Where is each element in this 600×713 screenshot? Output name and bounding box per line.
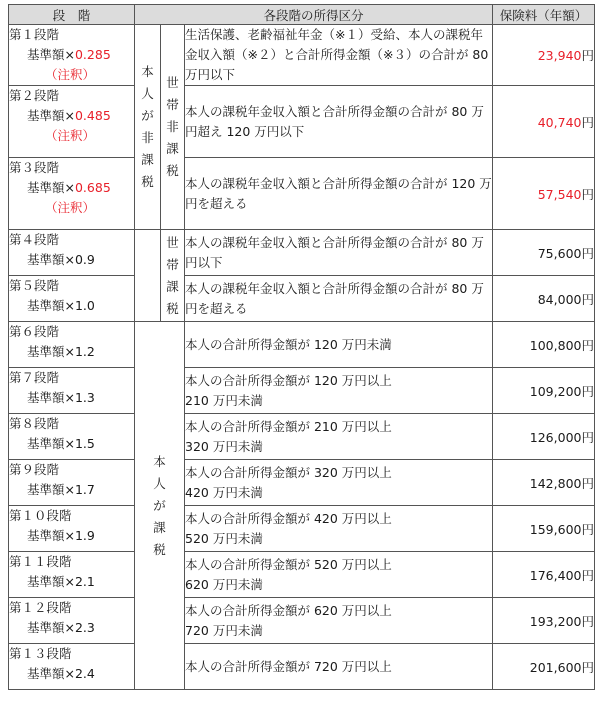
base-rate: 基準額×1.5 [27, 436, 95, 451]
yen-unit: 円 [581, 429, 594, 445]
yen-unit: 円 [581, 337, 594, 353]
table-row [9, 598, 595, 644]
table-row [9, 506, 595, 552]
premium-value: 159,600 [529, 521, 582, 537]
header-stage: 段 階 [9, 5, 135, 25]
stage-cell [9, 230, 135, 276]
base-rate: 基準額×2.3 [27, 620, 95, 635]
multiplier: 0.285 [74, 47, 111, 62]
base-prefix: 基準額× [27, 180, 75, 195]
stage-label: 第１３段階 [9, 646, 72, 661]
table-row [9, 86, 595, 158]
table-row [9, 276, 595, 322]
condition-line: 本人の合計所得金額が 320 万円以上 [185, 464, 392, 480]
stage-label: 第１０段階 [9, 508, 72, 523]
condition-line: 本人の合計所得金額が 210 万円以上 [185, 418, 392, 434]
table-row [9, 322, 595, 368]
group-self-nontax [135, 25, 161, 230]
table-row [9, 552, 595, 598]
header-income: 各段階の所得区分 [135, 5, 493, 25]
condition-cell: 本人の合計所得金額が 720 万円以上 [185, 644, 493, 690]
premium-cell [493, 25, 595, 86]
premium-value: 100,800 [529, 337, 582, 353]
premium-value: 176,400 [529, 567, 582, 583]
group-char: 人 [141, 86, 154, 101]
group-char: 非 [141, 130, 154, 145]
group-char: 課 [166, 141, 179, 156]
stage-label: 第６段階 [9, 324, 60, 339]
stage-cell [9, 25, 135, 86]
stage-label: 第１段階 [9, 27, 60, 42]
stage-cell [9, 552, 135, 598]
premium-table [8, 4, 595, 690]
group-household-nontax [161, 25, 185, 230]
group-self-nontax-blank [135, 230, 161, 322]
condition-cell: 本人の課税年金収入額と合計所得金額の合計が 120 万円を超える [185, 158, 493, 230]
group-self-tax [135, 322, 185, 690]
premium-value: 75,600 [537, 245, 582, 261]
condition-line: 520 万円未満 [185, 530, 263, 546]
premium-value: 40,740 [537, 114, 582, 130]
base-rate: 基準額×2.1 [27, 574, 95, 589]
base-rate: 基準額×1.0 [27, 298, 95, 313]
group-char: 本 [153, 453, 166, 469]
table-row [9, 25, 595, 86]
table-row [9, 368, 595, 414]
premium-value: 142,800 [529, 475, 582, 491]
yen-unit: 円 [581, 383, 594, 399]
condition-cell: 本人の課税年金収入額と合計所得金額の合計が 80 万円以下 [185, 230, 493, 276]
yen-unit: 円 [581, 475, 594, 491]
group-char: 非 [166, 119, 179, 134]
yen-unit: 円 [581, 245, 594, 261]
table-row [9, 460, 595, 506]
condition-line: 320 万円未満 [185, 438, 263, 454]
condition-cell [185, 552, 493, 598]
table-row [9, 158, 595, 230]
group-char: が [153, 497, 166, 513]
condition-line: 620 万円未満 [185, 576, 263, 592]
group-char: 税 [141, 174, 154, 189]
base-rate: 基準額×2.4 [27, 666, 95, 681]
header-row [9, 5, 595, 25]
note-label: （注釈） [45, 128, 96, 143]
group-char: 課 [166, 278, 179, 294]
yen-unit: 円 [581, 114, 594, 130]
base-rate [9, 45, 134, 65]
condition-cell [185, 368, 493, 414]
stage-cell [9, 598, 135, 644]
premium-value: 57,540 [537, 186, 582, 202]
premium-cell [493, 414, 595, 460]
stage-label: 第２段階 [9, 88, 60, 103]
stage-cell [9, 414, 135, 460]
yen-unit: 円 [581, 521, 594, 537]
stage-label: 第７段階 [9, 370, 60, 385]
stage-label: 第５段階 [9, 278, 60, 293]
premium-cell [493, 644, 595, 690]
condition-cell: 本人の合計所得金額が 120 万円未満 [185, 322, 493, 368]
group-char: が [141, 108, 154, 123]
premium-value: 23,940 [537, 48, 582, 63]
premium-value: 201,600 [529, 659, 582, 675]
stage-label: 第９段階 [9, 462, 60, 477]
base-rate [9, 178, 134, 198]
condition-cell [185, 414, 493, 460]
condition-line: 本人の合計所得金額が 420 万円以上 [185, 510, 392, 526]
condition-line: 420 万円未満 [185, 484, 263, 500]
multiplier: 0.485 [74, 108, 111, 123]
multiplier: 0.685 [74, 180, 111, 195]
stage-label: 第４段階 [9, 232, 60, 247]
group-char: 人 [153, 475, 166, 491]
premium-cell [493, 598, 595, 644]
stage-cell [9, 86, 135, 158]
group-char: 税 [153, 541, 166, 557]
yen-unit: 円 [581, 291, 594, 307]
stage-label: 第８段階 [9, 416, 60, 431]
base-rate: 基準額×1.2 [27, 344, 95, 359]
base-rate: 基準額×1.9 [27, 528, 95, 543]
yen-unit: 円 [581, 186, 594, 202]
base-rate [9, 106, 134, 126]
group-household-tax [161, 230, 185, 322]
premium-value: 193,200 [529, 613, 582, 629]
table-row [9, 230, 595, 276]
condition-cell: 生活保護、老齢福祉年金（※１）受給、本人の課税年金収入額（※２）と合計所得金額（※３）の合計が 80 万円以下 [185, 25, 493, 86]
stage-cell [9, 506, 135, 552]
base-prefix: 基準額× [27, 47, 75, 62]
stage-label: 第１１段階 [9, 554, 72, 569]
condition-line: 210 万円未満 [185, 392, 263, 408]
yen-unit: 円 [581, 659, 594, 675]
group-char: 世 [166, 75, 179, 90]
premium-cell [493, 86, 595, 158]
condition-line: 本人の合計所得金額が 520 万円以上 [185, 556, 392, 572]
stage-label: 第３段階 [9, 160, 60, 175]
stage-cell [9, 158, 135, 230]
stage-cell [9, 460, 135, 506]
premium-cell [493, 460, 595, 506]
yen-unit: 円 [581, 48, 594, 63]
condition-line: 720 万円未満 [185, 622, 263, 638]
stage-cell [9, 368, 135, 414]
base-rate: 基準額×1.7 [27, 482, 95, 497]
condition-line: 本人の合計所得金額が 120 万円以上 [185, 372, 392, 388]
premium-cell [493, 230, 595, 276]
condition-cell: 本人の課税年金収入額と合計所得金額の合計が 80 万円を超える [185, 276, 493, 322]
table-row [9, 414, 595, 460]
base-rate: 基準額×1.3 [27, 390, 95, 405]
stage-cell [9, 644, 135, 690]
condition-cell [185, 598, 493, 644]
premium-cell [493, 368, 595, 414]
premium-cell [493, 158, 595, 230]
group-char: 世 [166, 234, 179, 250]
stage-cell [9, 322, 135, 368]
table-row [9, 644, 595, 690]
stage-label: 第１２段階 [9, 600, 72, 615]
group-char: 税 [166, 163, 179, 178]
header-premium: 保険料（年額） [493, 5, 595, 25]
stage-cell [9, 276, 135, 322]
note-label: （注釈） [45, 67, 96, 82]
group-char: 帯 [166, 256, 179, 272]
note-label: （注釈） [45, 200, 96, 215]
base-prefix: 基準額× [27, 108, 75, 123]
premium-cell [493, 276, 595, 322]
group-char: 課 [153, 519, 166, 535]
premium-cell [493, 506, 595, 552]
premium-value: 109,200 [529, 383, 582, 399]
yen-unit: 円 [581, 567, 594, 583]
condition-cell [185, 506, 493, 552]
yen-unit: 円 [581, 613, 594, 629]
group-char: 税 [166, 300, 179, 316]
premium-value: 84,000 [537, 291, 582, 307]
group-char: 帯 [166, 97, 179, 112]
condition-cell [185, 460, 493, 506]
group-char: 本 [141, 64, 154, 79]
condition-line: 本人の合計所得金額が 620 万円以上 [185, 602, 392, 618]
base-rate: 基準額×0.9 [27, 252, 95, 267]
premium-cell [493, 552, 595, 598]
condition-cell: 本人の課税年金収入額と合計所得金額の合計が 80 万円超え 120 万円以下 [185, 86, 493, 158]
premium-cell [493, 322, 595, 368]
premium-value: 126,000 [529, 429, 582, 445]
group-char: 課 [141, 152, 154, 167]
